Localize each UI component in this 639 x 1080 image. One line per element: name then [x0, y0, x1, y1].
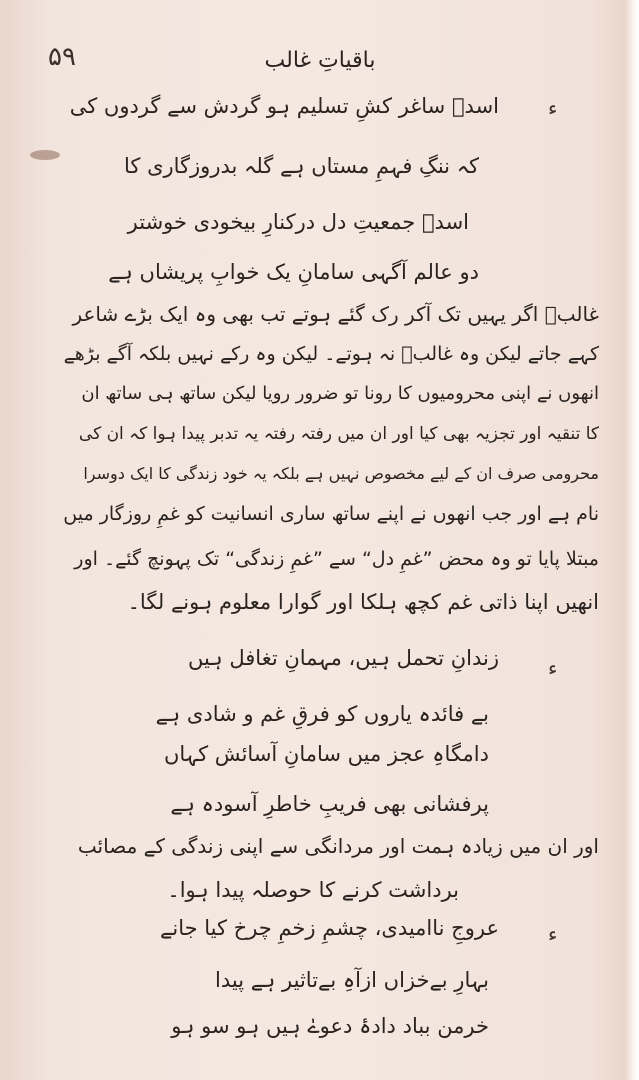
prose-line: انھیں اپنا ذاتی غم کچھ ہلکا اور گوارا معلوم ہونے لگا۔ — [127, 590, 599, 614]
verse-marker: ء — [548, 922, 558, 946]
verse-line: خرمن بباد دادۂ دعوےٰ ہیں ہو سو ہو — [171, 1014, 489, 1038]
verse-marker: ء — [548, 656, 558, 680]
prose-line: نام ہے اور جب انھوں نے اپنے ساتھ ساری انسانیت کو غمِ روزگار میں — [63, 503, 599, 525]
prose-line: کا تنقیہ اور تجزیہ بھی کیا اور ان میں رفتہ رفتہ یہ تدبر پیدا ہوا کہ ان کی — [78, 424, 599, 444]
prose-line: برداشت کرنے کا حوصلہ پیدا ہوا۔ — [167, 878, 459, 902]
page-edge-highlight — [625, 0, 639, 1080]
verse-line: بے فائدہ یاروں کو فرقِ غم و شادی ہے — [155, 702, 489, 726]
verse-line: کہ ننگِ فہمِ مستاں ہے گلہ بدروزگاری کا — [124, 154, 479, 178]
verse-line: زندانِ تحمل ہیں، مہمانِ تغافل ہیں — [188, 646, 499, 670]
page-number: ۵۹ — [48, 42, 76, 72]
verse-line: پرفشانی بھی فریبِ خاطرِ آسودہ ہے — [170, 792, 489, 816]
prose-line: کہے جاتے لیکن وہ غالبؔ نہ ہوتے۔ لیکن وہ رکے نہیں بلکہ آگے بڑھے — [63, 343, 599, 365]
verse-line: دو عالم آگہی سامانِ یک خوابِ پریشاں ہے — [108, 260, 479, 284]
ink-smudge — [30, 150, 60, 160]
prose-line: مبتلا پایا تو وہ محض ”غمِ دل“ سے ”غمِ زندگی“ تک پہونچ گئے۔ اور — [74, 548, 599, 570]
prose-line: اور ان میں زیادہ ہمت اور مردانگی سے اپنی زندگی کے مصائب — [77, 834, 599, 858]
running-title: باقیاتِ غالب — [264, 48, 376, 73]
prose-line: انھوں نے اپنی محرومیوں کا رونا تو ضرور رویا لیکن ساتھ ہی ساتھ ان — [81, 383, 599, 404]
prose-line: غالبؔ اگر یہیں تک آکر رک گئے ہوتے تب بھی وہ ایک بڑے شاعر — [72, 302, 599, 326]
verse-line: اسدؔ جمعیتِ دل درکنارِ بیخودی خوشتر — [127, 210, 469, 234]
verse-line: اسدؔ ساغر کشِ تسلیم ہو گردش سے گردوں کی — [69, 94, 499, 118]
verse-line: دامگاہِ عجز میں سامانِ آسائش کہاں — [164, 742, 489, 766]
verse-line: بہارِ بےخزاں ازآہِ بےتاثیر ہے پیدا — [215, 968, 489, 992]
verse-marker: ء — [548, 96, 558, 120]
prose-line: محرومی صرف ان کے لیے مخصوص نہیں ہے بلکہ یہ خود زندگی کا ایک دوسرا — [83, 464, 599, 483]
verse-line: عروجِ ناامیدی، چشمِ زخمِ چرخ کیا جانے — [160, 916, 499, 940]
